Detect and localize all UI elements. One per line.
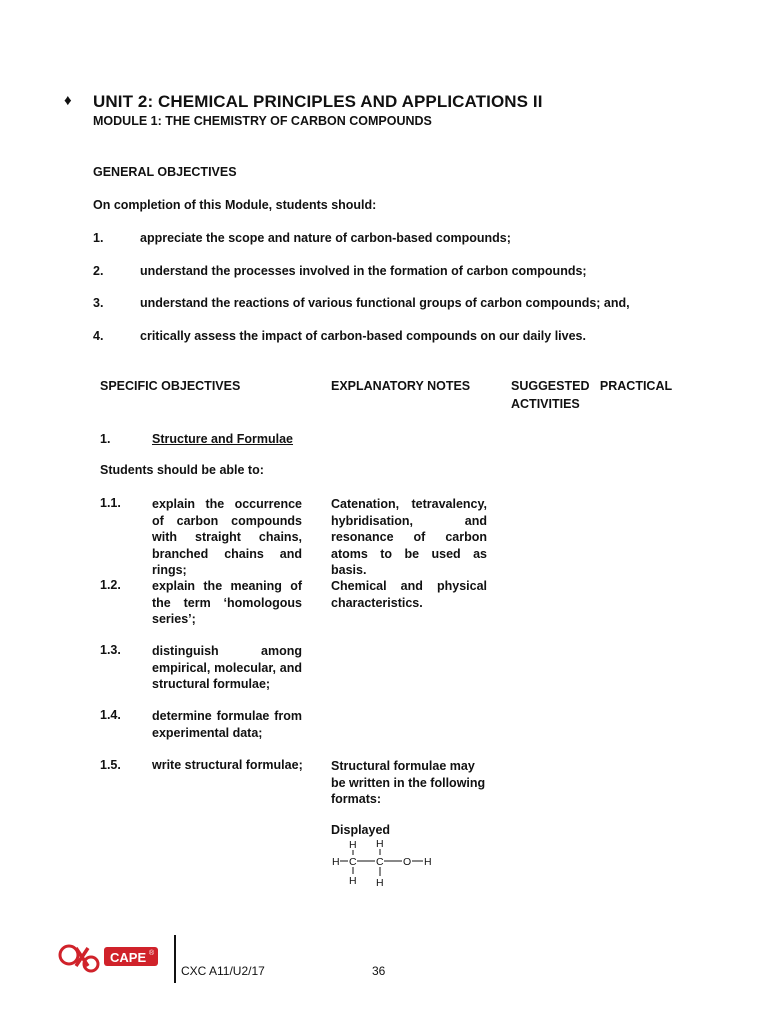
footer-divider: [174, 935, 176, 983]
cxc-cape-logo: [58, 940, 168, 976]
suggested-activities-header: SUGGESTED PRACTICAL: [511, 379, 673, 393]
general-objectives-heading: GENERAL OBJECTIVES: [93, 165, 237, 179]
displayed-label: Displayed: [331, 823, 391, 837]
row-note: Chemical and physical characteristics.: [331, 579, 487, 610]
cape-badge-text: CAPE: [110, 950, 147, 965]
row-objective: determine formulae from experimental data;: [152, 709, 302, 740]
row-number: 1.4.: [100, 708, 121, 722]
row-objective: write structural formulae;: [152, 758, 303, 772]
row-objective: explain the meaning of the term ‘homologous series’;: [152, 579, 302, 626]
row-number: 1.5.: [100, 758, 121, 772]
row-objective: distinguish among empirical, molecular, and structural formulae;: [152, 644, 302, 691]
specific-objectives-header: SPECIFIC OBJECTIVES: [100, 379, 241, 393]
ethanol-structural-formula: [328, 836, 438, 890]
formula-atom: H: [424, 856, 432, 868]
section-title: Structure and Formulae: [152, 432, 293, 446]
formula-atom: H: [376, 838, 384, 850]
objective-text: critically assess the impact of carbon-based compounds on our daily lives.: [140, 329, 586, 343]
row-number: 1.3.: [100, 643, 121, 657]
formula-atom: H: [349, 875, 357, 887]
section-intro: Students should be able to:: [100, 463, 264, 477]
section-number: 1.: [100, 432, 111, 446]
objective-number: 1.: [93, 231, 104, 245]
objective-text: appreciate the scope and nature of carbon-based compounds;: [140, 231, 511, 245]
formula-atom: H: [332, 856, 340, 868]
row-number: 1.1.: [100, 496, 121, 510]
cape-registered-mark: ®: [149, 950, 155, 957]
module-title: MODULE 1: THE CHEMISTRY OF CARBON COMPOUNDS: [93, 114, 432, 128]
formula-atom: H: [349, 839, 357, 851]
bullet-diamond-icon: ♦: [64, 92, 72, 109]
row-note: Structural formulae may be written in the following formats:: [331, 759, 486, 806]
cxc-mark-icon: [60, 946, 98, 971]
objective-number: 3.: [93, 296, 104, 310]
objective-text: understand the processes involved in the formation of carbon compounds;: [140, 264, 587, 278]
row-note: Catenation, tetravalency, hybridisation, and resonance of carbon atoms to be used as basis.: [331, 497, 487, 577]
objective-number: 4.: [93, 329, 104, 343]
unit-title: UNIT 2: CHEMICAL PRINCIPLES AND APPLICATIONS II: [93, 92, 543, 111]
general-objectives-intro: On completion of this Module, students should:: [93, 198, 377, 212]
row-objective: explain the occurrence of carbon compounds with straight chains, branched chains and rings;: [152, 497, 302, 577]
formula-atom: C: [349, 856, 357, 868]
page-number: 36: [372, 964, 386, 978]
formula-atom: H: [376, 877, 384, 889]
formula-atom: O: [403, 856, 412, 868]
objective-text: understand the reactions of various functional groups of carbon compounds; and,: [140, 296, 630, 310]
row-number: 1.2.: [100, 578, 121, 592]
explanatory-notes-header: EXPLANATORY NOTES: [331, 379, 471, 393]
formula-atom: C: [376, 856, 384, 868]
suggested-activities-header-line2: ACTIVITIES: [511, 397, 580, 411]
footer-code: CXC A11/U2/17: [181, 964, 265, 978]
objective-number: 2.: [93, 264, 104, 278]
